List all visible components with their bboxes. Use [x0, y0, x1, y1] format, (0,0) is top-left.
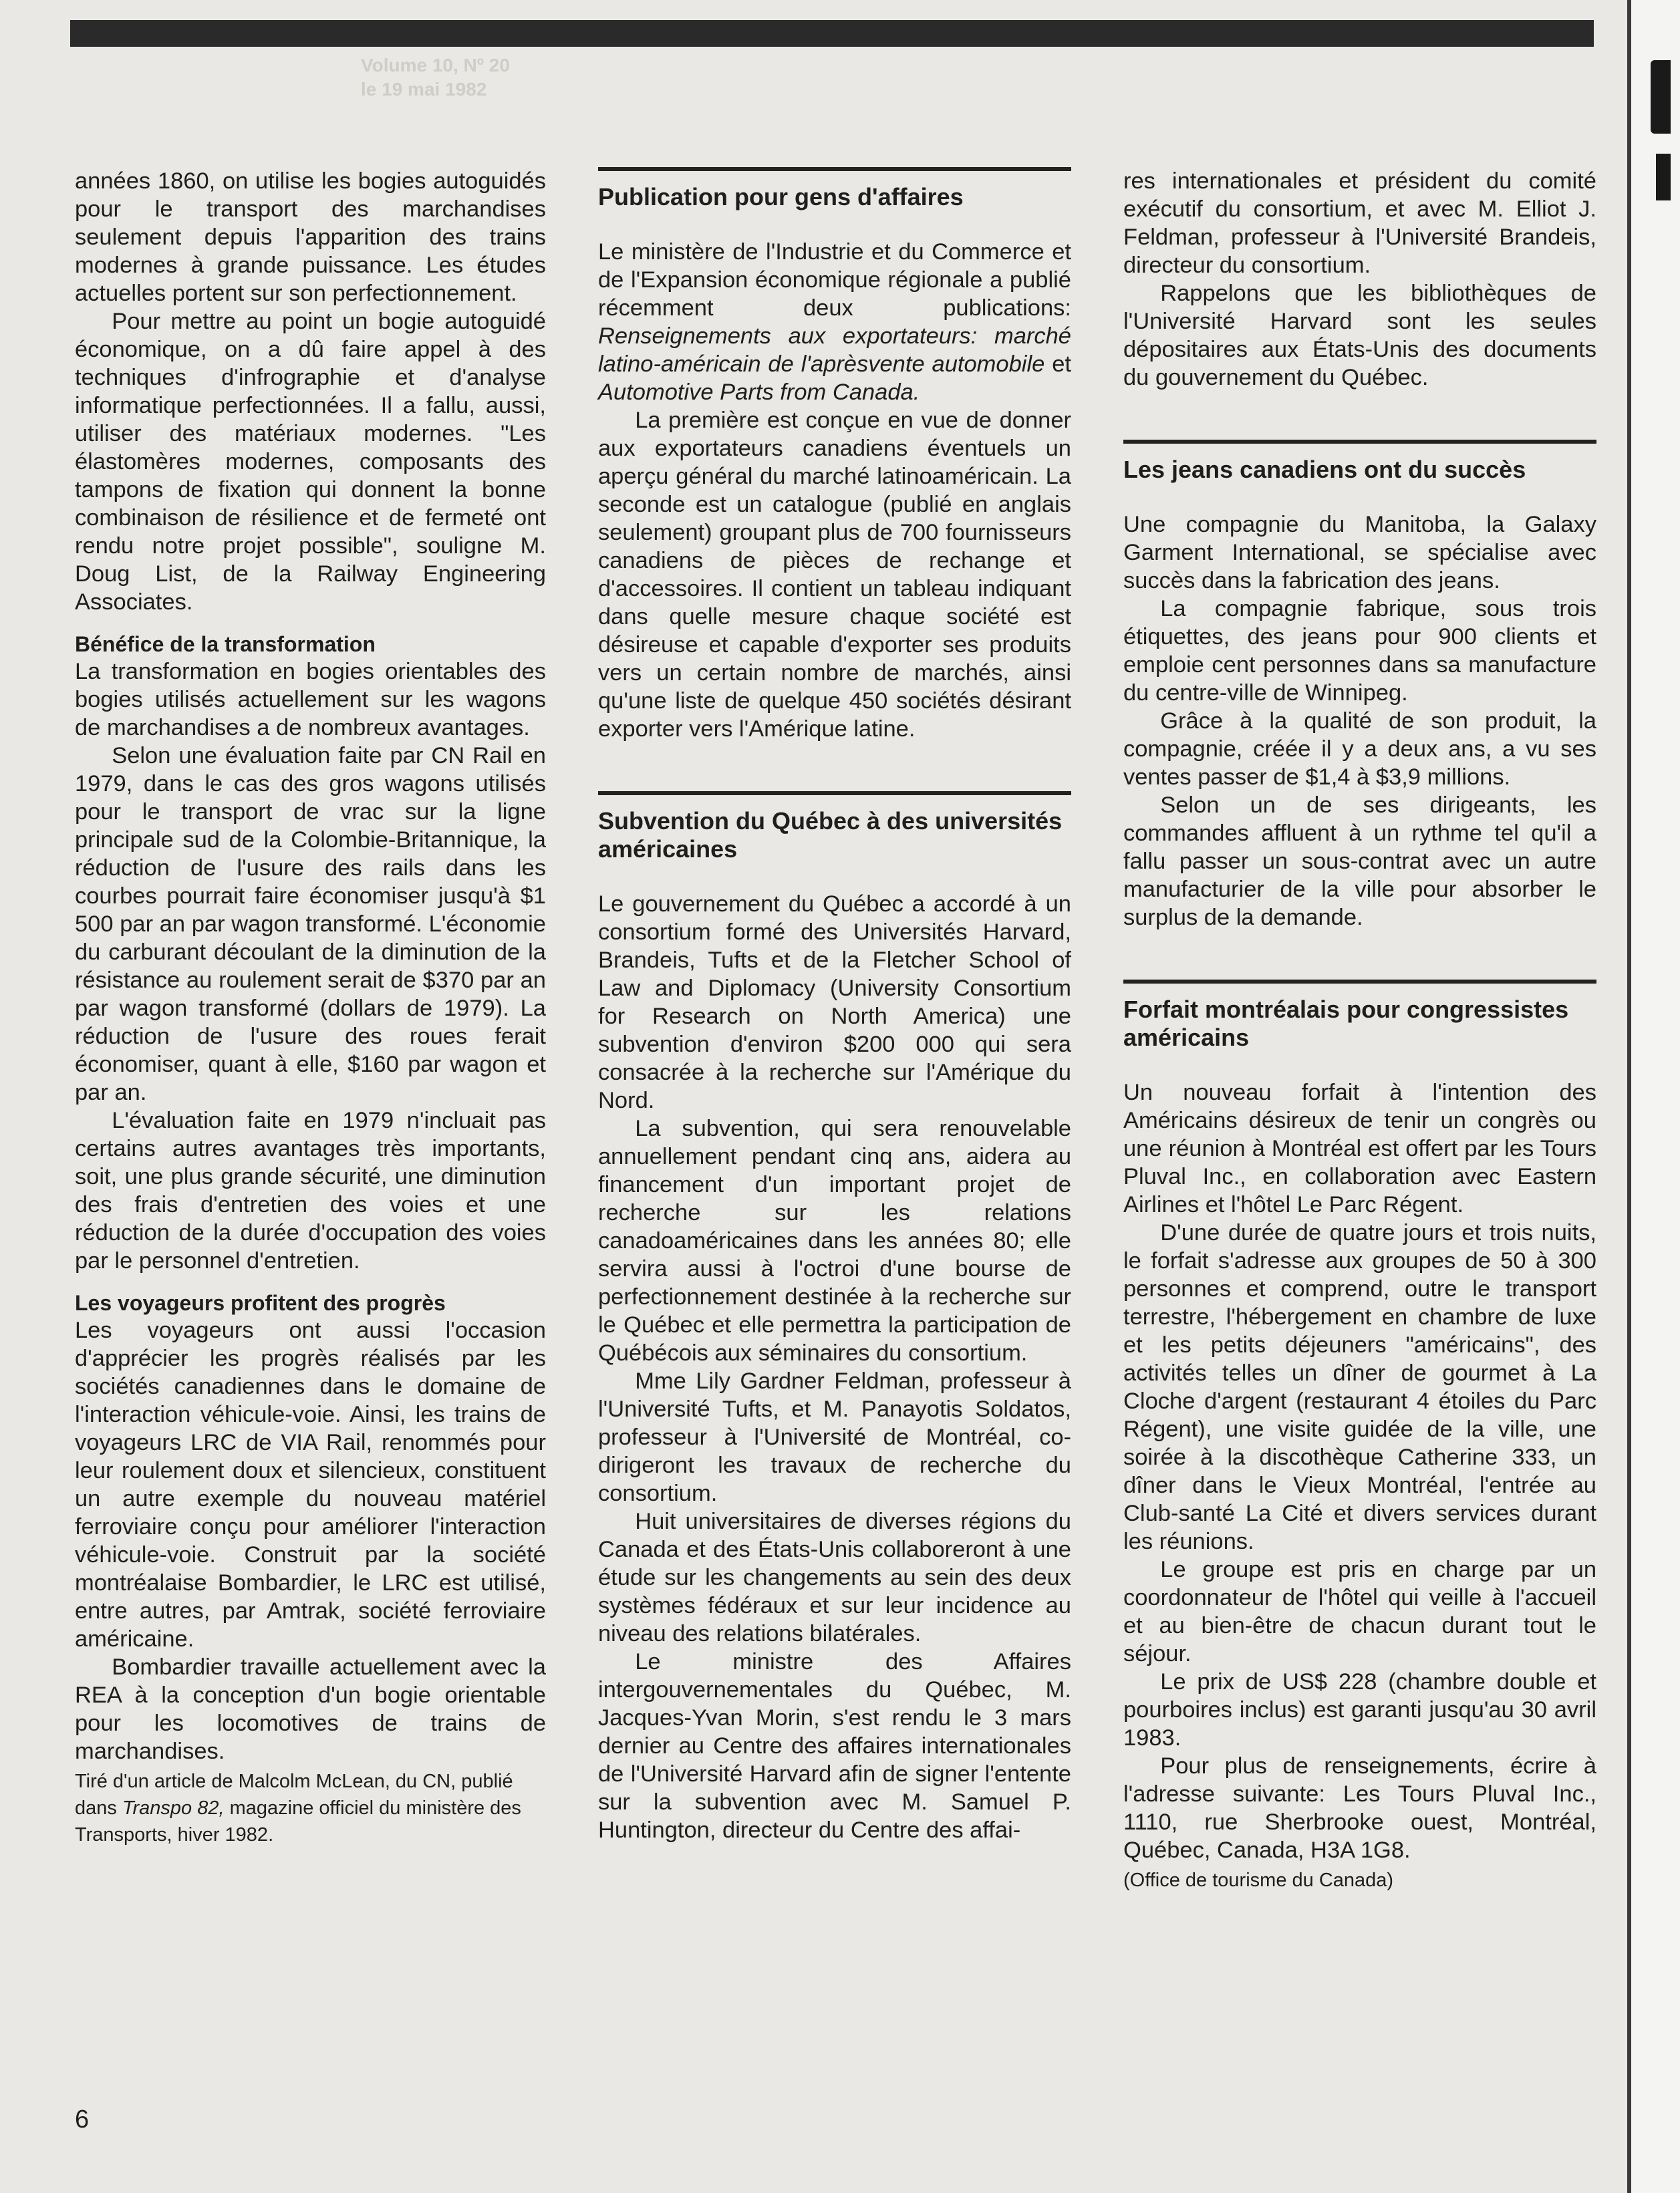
paragraph: Selon un de ses dirigeants, les commandes affluent à un rythme tel qu'il a fallu passer un sous-contrat avec un autre manufacturier de la ville pour absorber le surplus de la demande.: [1123, 792, 1596, 930]
next-page-mark: [1656, 154, 1671, 200]
paragraph: Le prix de US$ 228 (chambre double et pourboires inclus) est garanti jusqu'au 30 avril 1983.: [1123, 1669, 1596, 1751]
paragraph: [598, 238, 1071, 406]
text-run: et: [1044, 351, 1071, 377]
column-left: [75, 167, 546, 1848]
paragraph: Bombardier travaille actuellement avec la REA à la conception d'un bogie orientable pour les locomotives de trains de marchandises.: [75, 1654, 546, 1764]
paragraph: Grâce à la qualité de son produit, la compagnie, créée il y a deux ans, a vu ses ventes passer de $1,4 à $3,9 millions.: [1123, 708, 1596, 790]
paragraph: Le groupe est pris en charge par un coordonnateur de l'hôtel qui veille à l'accueil et au bien-être de chacun durant tout le séjour.: [1123, 1557, 1596, 1666]
article-headline: Forfait montréalais pour congressistes américains: [1123, 980, 1596, 1052]
paragraph: Un nouveau forfait à l'intention des Américains désireux de tenir un congrès ou une réunion à Montréal est offert par les Tours Pluval Inc., en collaboration avec Eastern Airlines et l'hôtel Le Parc Régent.: [1123, 1080, 1596, 1217]
paragraph: Selon une évaluation faite par CN Rail en 1979, dans le cas des gros wagons utilisés pour le transport de vrac sur la ligne principale sud de la Colombie-Britannique, la réduction de l'usure des rails dans les courbes pourrait faire économiser jusqu'à $1 500 par an par wagon transformé. L'économie du carburant découlant de la diminution de la résistance au roulement serait de $370 par an par wagon transformé (dollars de 1979). La réduction de l'usure des roues ferait économiser, quant à elle, $160 par wagon et par an.: [75, 743, 546, 1105]
paragraph: L'évaluation faite en 1979 n'incluait pas certains autres avantages très importants, soit, une plus grande sécurité, une diminution des frais d'entretien des voies et une réduction de la durée d'occupation des voies par le personnel d'entretien.: [75, 1108, 546, 1274]
paragraph: Huit universitaires de diverses régions du Canada et des États-Unis collaboreront à une étude sur les changements au sein des deux systèmes fédéraux et sur leur incidence au niveau des relations bilatérales.: [598, 1509, 1071, 1646]
next-page-edge: [1627, 0, 1680, 2193]
paragraph: Le gouvernement du Québec a accordé à un consortium formé des Universités Harvard, Brandeis, Tufts et de la Fletcher School of Law and Diplomacy (University Consortium for Research on North America) une subvention d'environ $200 000 qui sera consacrée à la recherche sur l'Amérique du Nord.: [598, 891, 1071, 1113]
column-middle: [598, 167, 1071, 1844]
column-right: [1123, 167, 1596, 1894]
publication-title: Automotive Parts from Canada.: [598, 380, 920, 405]
credit-text: magazine officiel du ministère des Transports, hiver 1982.: [75, 1797, 521, 1846]
publication-title: Renseignements aux exportateurs: marché latino-américain de l'aprèsvente automobile: [598, 323, 1071, 377]
source-credit: [75, 1768, 546, 1848]
subheading: Bénéfice de la transformation: [75, 632, 376, 656]
subheading: Les voyageurs profitent des progrès: [75, 1291, 446, 1315]
text-run: Le ministère de l'Industrie et du Commerce et de l'Expansion économique régionale a publié récemment deux publications:: [598, 239, 1071, 321]
article-headline: Les jeans canadiens ont du succès: [1123, 440, 1596, 484]
paragraph: Les voyageurs ont aussi l'occasion d'apprécier les progrès réalisés par les sociétés canadiennes dans le domaine de l'interaction véhicule-voie. Ainsi, les trains de voyageurs LRC de VIA Rail, renommés pour leur roulement doux et silencieux, constituent un autre exemple du nouveau matériel ferroviaire conçu pour améliorer l'interaction véhicule-voie. Construit par la société montréalaise Bombardier, le LRC est utilisé, entre autres, par Amtrak, société ferroviaire américaine.: [75, 1318, 546, 1652]
bleed-through-header: Volume 10, Nº 20 le 19 mai 1982: [361, 55, 510, 100]
next-page-mark: [1651, 60, 1671, 134]
page-number: 6: [75, 2105, 90, 2134]
paragraph: Pour mettre au point un bogie autoguidé économique, on a dû faire appel à des techniques d'infrographie et d'analyse informatique perfectionnées. Il a fallu, aussi, utiliser des matériaux modernes. "Les élastomères modernes, composants des tampons de fixation qui donnent la bonne combinaison de résilience et de fermeté ont rendu notre projet possible", souligne M. Doug List, de la Railway Engineering Associates.: [75, 309, 546, 615]
paragraph: Mme Lily Gardner Feldman, professeur à l'Université Tufts, et M. Panayotis Soldatos, professeur à l'Université de Montréal, co-dirigeront les travaux de recherche du consortium.: [598, 1368, 1071, 1506]
paragraph: La compagnie fabrique, sous trois étiquettes, des jeans pour 900 clients et emploie cent personnes dans sa manufacture du centre-ville de Winnipeg.: [1123, 596, 1596, 706]
paragraph: D'une durée de quatre jours et trois nuits, le forfait s'adresse aux groupes de 50 à 300 personnes et comprend, outre le transport terrestre, l'hébergement en chambre de luxe et les petits déjeuners "américains", des activités telles un dîner de gourmet à La Cloche d'argent (restaurant 4 étoiles du Parc Régent), une visite guidée de la ville, une soirée à la discothèque Catherine 333, un dîner dans le Vieux Montréal, l'entrée au Club-santé La Cité et divers services durant les réunions.: [1123, 1220, 1596, 1554]
paragraph: La subvention, qui sera renouvelable annuellement pendant cinq ans, aidera au financement d'un important projet de recherche sur les relations canadoaméricaines dans les années 80; elle servira aussi à l'octroi d'une bourse de perfectionnement destinée à la recherche sur le Québec et elle permettra la participation de Québécois aux séminaires du consortium.: [598, 1116, 1071, 1366]
top-rule-bar: [70, 20, 1594, 47]
credit-publication: Transpo 82,: [122, 1797, 225, 1819]
article-headline: Subvention du Québec à des universités américaines: [598, 791, 1071, 863]
paragraph: Rappelons que les bibliothèques de l'Université Harvard sont les seules dépositaires aux États-Unis des documents du gouvernement du Québec.: [1123, 281, 1596, 390]
source-credit: (Office de tourisme du Canada): [1123, 1870, 1394, 1891]
paragraph: années 1860, on utilise les bogies autoguidés pour le transport des marchandises seulement depuis l'apparition des trains modernes à grande puissance. Les études actuelles portent sur son perfectionnement.: [75, 168, 546, 306]
paragraph: Une compagnie du Manitoba, la Galaxy Garment International, se spécialise avec succès dans la fabrication des jeans.: [1123, 512, 1596, 593]
paragraph: La première est conçue en vue de donner aux exportateurs canadiens éventuels un aperçu général du marché latinoaméricain. La seconde est un catalogue (publié en anglais seulement) groupant plus de 700 fournisseurs canadiens de pièces de rechange et d'accessoires. Il contient un tableau indiquant dans quelle mesure chaque société est désireuse et capable d'exporter ses produits vers un certain nombre de marchés, ainsi qu'une liste de quelque 450 sociétés désirant exporter vers l'Amérique latine.: [598, 408, 1071, 742]
credit-text: Tiré d'un article de Malcolm McLean, du CN, publié dans: [75, 1771, 513, 1819]
paragraph: Le ministre des Affaires intergouvernementales du Québec, M. Jacques-Yvan Morin, s'est rendu le 3 mars dernier au Centre des affaires internationales de l'Université Harvard afin de signer l'entente sur la subvention avec M. Samuel P. Huntington, directeur du Centre des affai-: [598, 1649, 1071, 1843]
article-headline: Publication pour gens d'affaires: [598, 167, 1071, 211]
paragraph: res internationales et président du comité exécutif du consortium, et avec M. Elliot J. Feldman, professeur à l'Université Brandeis, directeur du consortium.: [1123, 168, 1596, 278]
paragraph: La transformation en bogies orientables des bogies utilisés actuellement sur les wagons de marchandises a de nombreux avantages.: [75, 659, 546, 740]
paragraph: Pour plus de renseignements, écrire à l'adresse suivante: Les Tours Pluval Inc., 1110, rue Sherbrooke ouest, Montréal, Québec, Canada, H3A 1G8.: [1123, 1753, 1596, 1863]
